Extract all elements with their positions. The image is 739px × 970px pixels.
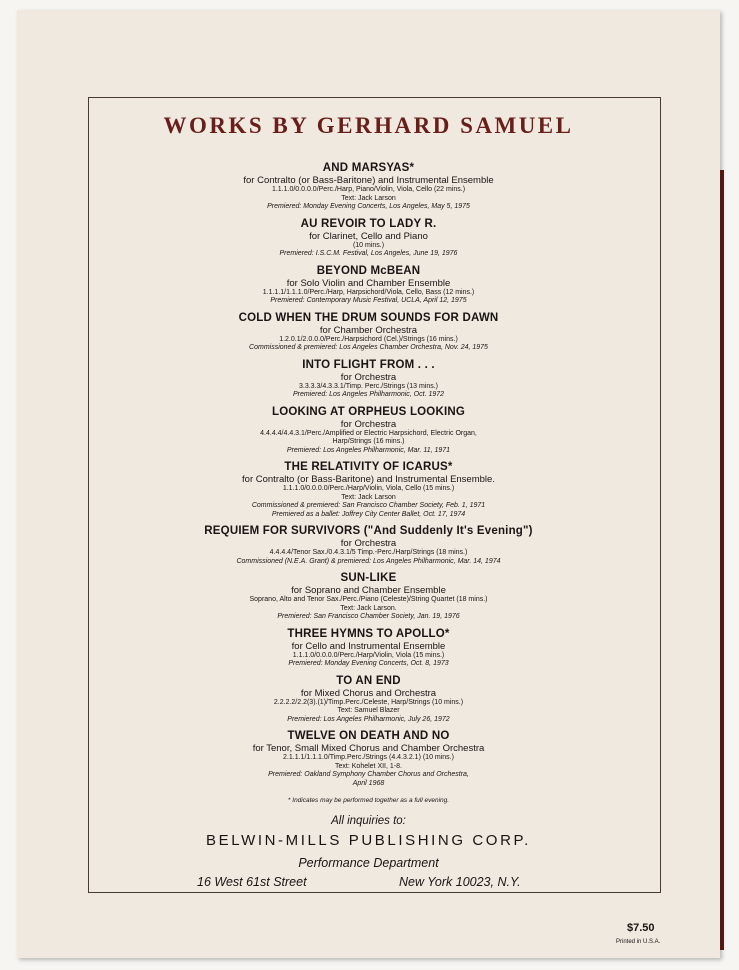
work-entry <box>17 461 720 519</box>
work-premiere: Premiered: Monday Evening Concerts, Oct. 8, 1973 <box>288 660 449 667</box>
work-premiere: Premiered: Los Angeles Philharmonic, July 26, 1972 <box>287 715 450 723</box>
work-detail: Harp/Strings (16 mins.) <box>332 438 405 445</box>
work-subtitle: for Orchestra <box>340 538 397 549</box>
work-premiere: Commissioned & premiered: Los Angeles Chamber Orchestra, Nov. 24, 1975 <box>249 344 488 351</box>
work-entry <box>17 359 720 400</box>
work-title: REQUIEM FOR SURVIVORS ("And Suddenly It's Evening") <box>204 525 533 537</box>
work-detail: Text: Kohelet XII, 1-8. <box>335 762 402 770</box>
work-title: AND MARSYAS* <box>322 162 415 174</box>
work-detail: Text: Jack Larson. <box>340 604 397 612</box>
work-subtitle: for Soprano and Chamber Ensemble <box>291 585 446 596</box>
work-detail: 1.1.1.0/0.0.0.0/Perc./Harp, Piano/Violin, Viola, Cello (22 mins.) <box>271 186 466 193</box>
page-title: WORKS BY GERHARD SAMUEL <box>163 113 574 138</box>
work-entry <box>17 675 720 725</box>
work-subtitle: for Clarinet, Cello and Piano <box>309 230 428 242</box>
work-entry <box>17 162 720 212</box>
work-detail: Text: Samuel Blazer <box>337 707 400 714</box>
work-title: THREE HYMNS TO APOLLO* <box>287 627 450 640</box>
work-title: COLD WHEN THE DRUM SOUNDS FOR DAWN <box>238 311 499 324</box>
work-title: INTO FLIGHT FROM . . . <box>302 358 435 371</box>
work-subtitle: for Mixed Chorus and Orchestra <box>300 687 437 699</box>
printed-in-label: Printed in U.S.A. <box>616 939 661 945</box>
work-detail: Text: Jack Larson <box>341 194 396 202</box>
work-premiere: Commissioned (N.E.A. Grant) & premiered: Los Angeles Philharmonic, Mar. 14, 1974 <box>236 557 501 565</box>
work-entry <box>17 572 720 622</box>
work-detail: 4.4.4.4/4.4.3.1/Perc./Amplified or Electric Harpsichord, Electric Organ, <box>260 429 477 437</box>
work-subtitle: for Contralto (or Bass-Baritone) and Instrumental Ensemble. <box>242 474 495 485</box>
work-subtitle: for Contralto (or Bass-Baritone) and Instrumental Ensemble <box>243 175 494 186</box>
page <box>17 10 720 958</box>
work-detail: Text: Jack Larson <box>341 493 396 501</box>
work-title: TWELVE ON DEATH AND NO <box>287 730 450 742</box>
work-title: BEYOND McBEAN <box>316 264 421 277</box>
work-subtitle: for Orchestra <box>340 418 397 430</box>
work-title: THE RELATIVITY OF ICARUS* <box>284 461 453 473</box>
work-premiere: Premiered as a ballet: Joffrey City Center Ballet, Oct. 17, 1974 <box>271 510 466 518</box>
work-title: AU REVOIR TO LADY R. <box>300 217 437 230</box>
work-detail: 2.2.2.2/2.2(3).(1)/Timp.Perc./Celeste, Harp/Strings (10 mins.) <box>273 698 464 706</box>
work-premiere: Premiered: Oakland Symphony Chamber Chorus and Orchestra, <box>268 771 469 778</box>
inquiries-label: All inquiries to: <box>331 815 406 827</box>
work-title: LOOKING AT ORPHEUS LOOKING <box>271 405 466 418</box>
city-address: New York 10023, N.Y. <box>399 875 521 889</box>
street-address: 16 West 61st Street <box>197 875 307 889</box>
work-detail: 1.1.1.0/0.0.0.0/Perc./Harp/Violin, Viola, Cello (15 mins.) <box>282 485 455 492</box>
work-entry <box>17 628 720 669</box>
work-detail: 1.1.1.1/1.1.1.0/Perc./Harp, Harpsichord/Viola, Cello, Bass (12 mins.) <box>262 288 475 296</box>
work-premiere: Commissioned & premiered: San Francisco Chamber Society, Feb. 1, 1971 <box>251 502 486 509</box>
work-premiere: Premiered: I.S.C.M. Festival, Los Angeles, June 19, 1976 <box>279 250 458 257</box>
works-list <box>17 162 720 794</box>
work-entry <box>17 218 720 259</box>
work-detail: 1.2.0.1/2.0.0.0/Perc./Harpsichord (Cel.)/Strings (16 mins.) <box>279 335 458 343</box>
work-detail: (10 mins.) <box>352 241 385 249</box>
work-title: TO AN END <box>336 674 401 687</box>
footnote: * Indicates may be performed together as a full evening. <box>287 797 450 804</box>
work-premiere: Premiered: Los Angeles Philharmonic, Mar. 11, 1971 <box>286 446 451 454</box>
work-detail: 4.4.4.4/Tenor Sax./0.4.3.1/5 Timp.-Perc./Harp/Strings (18 mins.) <box>269 549 468 556</box>
work-entry <box>17 525 720 566</box>
work-entry <box>17 730 720 788</box>
work-premiere: Premiered: Los Angeles Philharmonic, Oct. 1972 <box>292 391 445 398</box>
work-premiere: April 1968 <box>352 779 385 787</box>
work-detail: 2.1.1.1/1.1.1.0/Timp.Perc./Strings (4.4.3.2.1) (10 mins.) <box>283 754 454 761</box>
work-subtitle: for Chamber Orchestra <box>319 324 418 336</box>
work-premiere: Premiered: San Francisco Chamber Society, Jan. 19, 1976 <box>277 613 460 620</box>
work-entry <box>17 312 720 353</box>
work-premiere: Premiered: Monday Evening Concerts, Los Angeles, May 5, 1975 <box>267 203 470 210</box>
department: Performance Department <box>298 856 439 870</box>
work-subtitle: for Orchestra <box>340 371 397 383</box>
price: $7.50 <box>627 922 655 934</box>
work-subtitle: for Tenor, Small Mixed Chorus and Chamber Orchestra <box>252 743 485 754</box>
work-entry <box>17 406 720 456</box>
work-detail: 1.1.1.0/0.0.0.0/Perc./Harp/Violin, Viola (15 mins.) <box>292 651 445 659</box>
work-entry <box>17 265 720 306</box>
work-detail: Soprano, Alto and Tenor Sax./Perc./Piano (Celeste)/String Quartet (18 mins.) <box>249 596 488 603</box>
work-title: SUN-LIKE <box>340 572 397 584</box>
work-detail: 3.3.3.3/4.3.3.1/Timp. Perc./Strings (13 mins.) <box>298 382 439 390</box>
publisher-name: BELWIN-MILLS PUBLISHING CORP. <box>206 832 531 849</box>
work-subtitle: for Solo Violin and Chamber Ensemble <box>286 277 451 289</box>
work-subtitle: for Cello and Instrumental Ensemble <box>291 640 446 652</box>
work-premiere: Premiered: Contemporary Music Festival, UCLA, April 12, 1975 <box>270 297 467 304</box>
